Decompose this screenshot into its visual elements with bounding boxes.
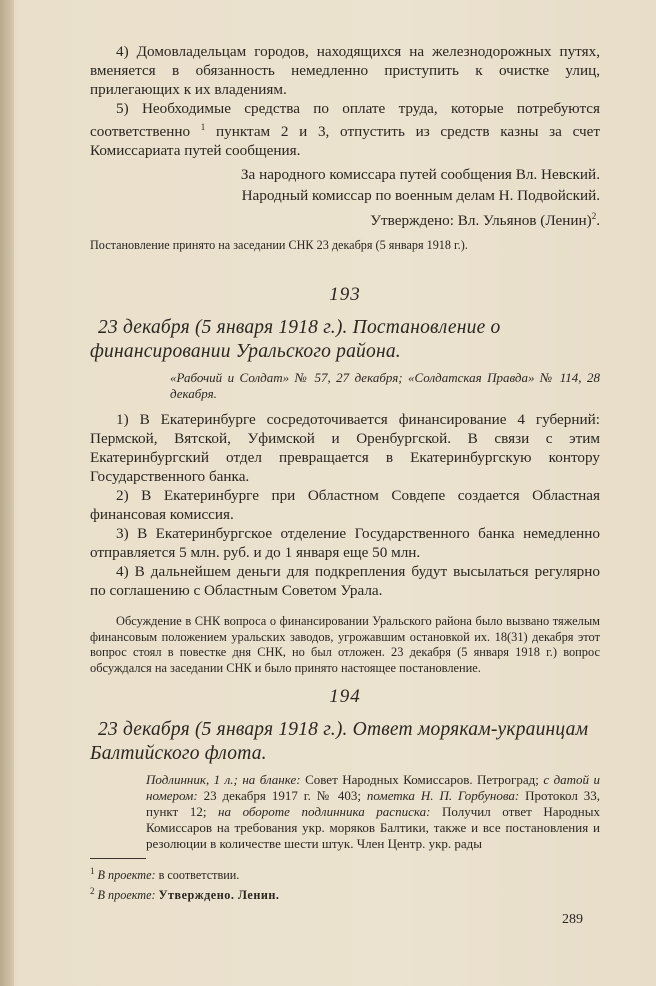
page-spine-shadow xyxy=(0,0,14,986)
source-text-date: 23 декабря 1917 г. № 403; xyxy=(203,788,361,803)
signature-ulyanov: Утверждено: Вл. Ульянов (Ленин)$^2$. xyxy=(370,211,600,230)
document-source xyxy=(90,772,600,852)
page-number: 289 xyxy=(562,912,583,927)
source-label-date: с датой и номером: xyxy=(146,772,601,803)
source-label-original: Подлинник, 1 л.; на бланке: xyxy=(146,772,301,787)
editorial-note: Обсуждение в СНК вопроса о финансировании Уральского района было вызвано тяжелым финансовым положением уральских заводов, угрожавшим остановкой их. 18(31) декабря этот вопрос стоял в повестке дня СНК, но был отложен. 23 декабря (5 января 1918 г.) вопрос обсуждался на заседании СНК и было принято настоящее постановление. xyxy=(90,614,600,675)
source-label-receipt: на обороте подлинника расписка: xyxy=(218,804,431,819)
point-1: 1) В Екатеринбурге сосредоточивается финансирование 4 губерний: Пермской, Вятской, Уфимской и Оренбургской. В связи с этим Екатеринбургский отдел превращается в Екатеринбургскую контору Государственного банка. xyxy=(90,411,600,485)
footnote-text: в соответствии. xyxy=(158,868,240,883)
signature-podvoisky: Народный комиссар по военным делам Н. Подвойский. xyxy=(241,187,600,205)
document-title: 23 декабря (5 января 1918 г.). Ответ морякам-украинцам Балтийского флота. xyxy=(90,719,589,764)
source-text-blank: Совет Народных Комиссаров. Петроград; xyxy=(305,772,539,787)
source-text-receipt: Получил ответ Народных Комиссаров на требования укр. моряков Балтики, также и все постановления и резолюции в количестве шести штук. Член Центр. укр. рады xyxy=(146,804,600,851)
point-2: 2) В Екатеринбурге при Областном Совдепе создается Областная финансовая комиссия. xyxy=(90,487,600,523)
adoption-note: Постановление принято на заседании СНК 23 декабря (5 января 1918 г.). xyxy=(90,238,468,253)
footnote-2 xyxy=(90,884,600,904)
item-5-text-b: пунктам 2 и 3, отпустить из средств казны за счет Комиссариата путей сообщения. xyxy=(90,123,601,160)
footnote-text: Утверждено. Ленин. xyxy=(158,887,280,902)
previous-document-ending xyxy=(90,42,600,253)
signature-ulyanov-text: Утверждено: Вл. Ульянов (Ленин) xyxy=(370,212,592,230)
document-number: 194 xyxy=(329,686,361,707)
point-3: 3) В Екатеринбургское отделение Государственного банка немедленно отправляется 5 млн. руб. и до 1 января еще 50 млн. xyxy=(90,525,600,561)
document-194 xyxy=(90,686,600,852)
footnote-mark: 2 xyxy=(90,885,95,896)
item-4: 4) Домовладельцам городов, находящихся на железнодорожных путях, вменяется в обязанность немедленно приступить к очистке улиц, прилегающих к их владениям. xyxy=(90,43,600,98)
footnote-label: В проекте: xyxy=(97,887,156,902)
document-number: 193 xyxy=(329,284,361,305)
source-label-mark: пометка Н. П. Горбунова: xyxy=(366,788,520,803)
document-193 xyxy=(90,284,600,676)
footnote-1 xyxy=(90,864,600,884)
footnote-ref-2: 2 xyxy=(591,211,597,222)
signature-nevsky: За народного комиссара путей сообщения Вл. Невский. xyxy=(240,166,600,184)
footnote-ref-1: 1 xyxy=(200,122,206,132)
footnote-mark: 1 xyxy=(90,866,95,876)
footnotes xyxy=(90,864,600,903)
document-source: «Рабочий и Солдат» № 57, 27 декабря; «Солдатская Правда» № 114, 28 декабря. xyxy=(170,370,600,401)
footnote-label: В проекте: xyxy=(97,868,156,883)
item-5-text-a: 5) Необходимые средства по оплате труда, которые потребуются соответственно xyxy=(90,100,600,141)
item-5 xyxy=(90,99,600,160)
footnote-divider xyxy=(90,858,146,859)
point-4: 4) В дальнейшем деньги для подкрепления будут высылаться регулярно по соглашению с Областным Советом Урала. xyxy=(90,563,600,599)
source-text-mark: Протокол 33, пункт 12; xyxy=(146,788,601,819)
document-title: 23 декабря (5 января 1918 г.). Постановление о финансировании Уральского района. xyxy=(90,317,501,362)
